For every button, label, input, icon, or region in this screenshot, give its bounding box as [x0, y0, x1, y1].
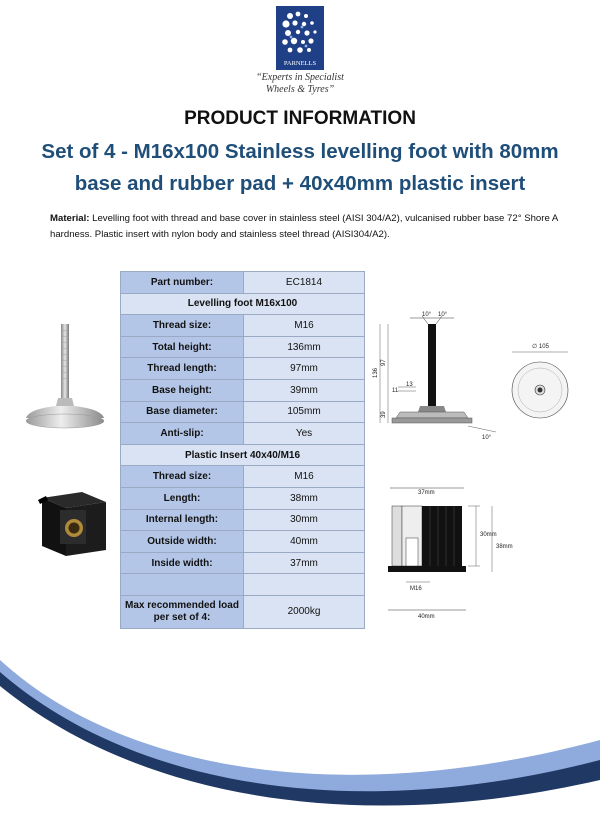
spec-label: Thread size: [121, 466, 244, 488]
table-row [121, 466, 365, 488]
spec-value: 97mm [244, 358, 365, 380]
table-row [121, 401, 365, 423]
spec-value: 37mm [244, 552, 365, 574]
spec-value: Yes [244, 423, 365, 445]
dim-angle-left: 10° [422, 312, 432, 318]
spec-label: Thread size: [121, 315, 244, 337]
table-row [121, 487, 365, 509]
dim-small-right: 13 [406, 382, 413, 388]
part-number-value: EC1814 [244, 272, 365, 294]
section-header-levelling-foot: Levelling foot M16x100 [121, 293, 365, 315]
spec-value: 38mm [244, 487, 365, 509]
max-load-label-line2: per set of 4: [153, 611, 211, 623]
page-heading: PRODUCT INFORMATION [184, 108, 416, 129]
table-row [121, 379, 365, 401]
table-row [121, 315, 365, 337]
table-row [121, 336, 365, 358]
dim-thread-length: 97 [381, 359, 387, 366]
levelling-foot-image [22, 320, 108, 440]
spec-label: Internal length: [121, 509, 244, 531]
spec-value: M16 [244, 315, 365, 337]
dim-length: 38mm [496, 544, 513, 550]
logo-wordmark: PARNELLS [283, 60, 317, 67]
spec-label: Anti-slip: [121, 423, 244, 445]
part-number-label: Part number: [121, 272, 244, 294]
max-load-value: 2000kg [244, 595, 365, 628]
material-label: Material: [50, 213, 90, 224]
table-row [121, 293, 365, 315]
product-title-line2: base and rubber pad + 40x40mm plastic insert [74, 172, 526, 195]
spec-value: 105mm [244, 401, 365, 423]
spec-table [120, 271, 365, 629]
spec-value: 30mm [244, 509, 365, 531]
dim-inside-width: 37mm [418, 490, 435, 496]
dim-tilt-angle: 10° [482, 435, 492, 441]
spec-label: Inside width: [121, 552, 244, 574]
spacer-cell [244, 574, 365, 596]
dim-outside-width: 40mm [418, 614, 435, 620]
spec-label: Base height: [121, 379, 244, 401]
product-title-line1: Set of 4 - M16x100 Stainless levelling foot with 80mm [41, 140, 559, 163]
spec-value: M16 [244, 466, 365, 488]
decorative-swoosh [0, 620, 600, 835]
dim-small-left: 11 [392, 388, 399, 394]
spec-label: Base diameter: [121, 401, 244, 423]
table-row [121, 423, 365, 445]
material-description [50, 211, 565, 243]
levelling-foot-drawing [370, 308, 570, 443]
plastic-insert-image [36, 490, 110, 560]
dim-thread: M16 [410, 586, 422, 592]
spec-label: Length: [121, 487, 244, 509]
spacer-cell [121, 574, 244, 596]
spec-label: Outside width: [121, 531, 244, 553]
material-text: Levelling foot with thread and base cover in stainless steel (AISI 304/A2), vulcanised rubber base 72° Shore A hardness. Plastic insert with nylon body and stainless steel thread (AISI304/A2). [50, 213, 558, 240]
table-row [121, 272, 365, 294]
table-row [121, 509, 365, 531]
table-row [121, 531, 365, 553]
table-row [121, 552, 365, 574]
spec-value: 39mm [244, 379, 365, 401]
dim-internal-length: 30mm [480, 532, 497, 538]
max-load-label-line1: Max recommended load [125, 599, 239, 611]
table-row [121, 444, 365, 466]
tagline-line1: “Experts in Specialist [256, 72, 344, 83]
table-row [121, 358, 365, 380]
dim-angle-right: 10° [438, 312, 448, 318]
section-header-plastic-insert: Plastic Insert 40x40/M16 [121, 444, 365, 466]
dim-base-height: 39 [381, 411, 387, 418]
dim-diameter: ∅ 105 [532, 344, 549, 350]
tagline-line2: Wheels & Tyres” [265, 84, 335, 95]
dim-total-height: 136 [373, 367, 379, 378]
plastic-insert-drawing [380, 478, 530, 628]
spec-label: Total height: [121, 336, 244, 358]
spec-label: Thread length: [121, 358, 244, 380]
spec-value: 40mm [244, 531, 365, 553]
spec-value: 136mm [244, 336, 365, 358]
parnells-logo [276, 6, 324, 70]
table-row-spacer [121, 574, 365, 596]
